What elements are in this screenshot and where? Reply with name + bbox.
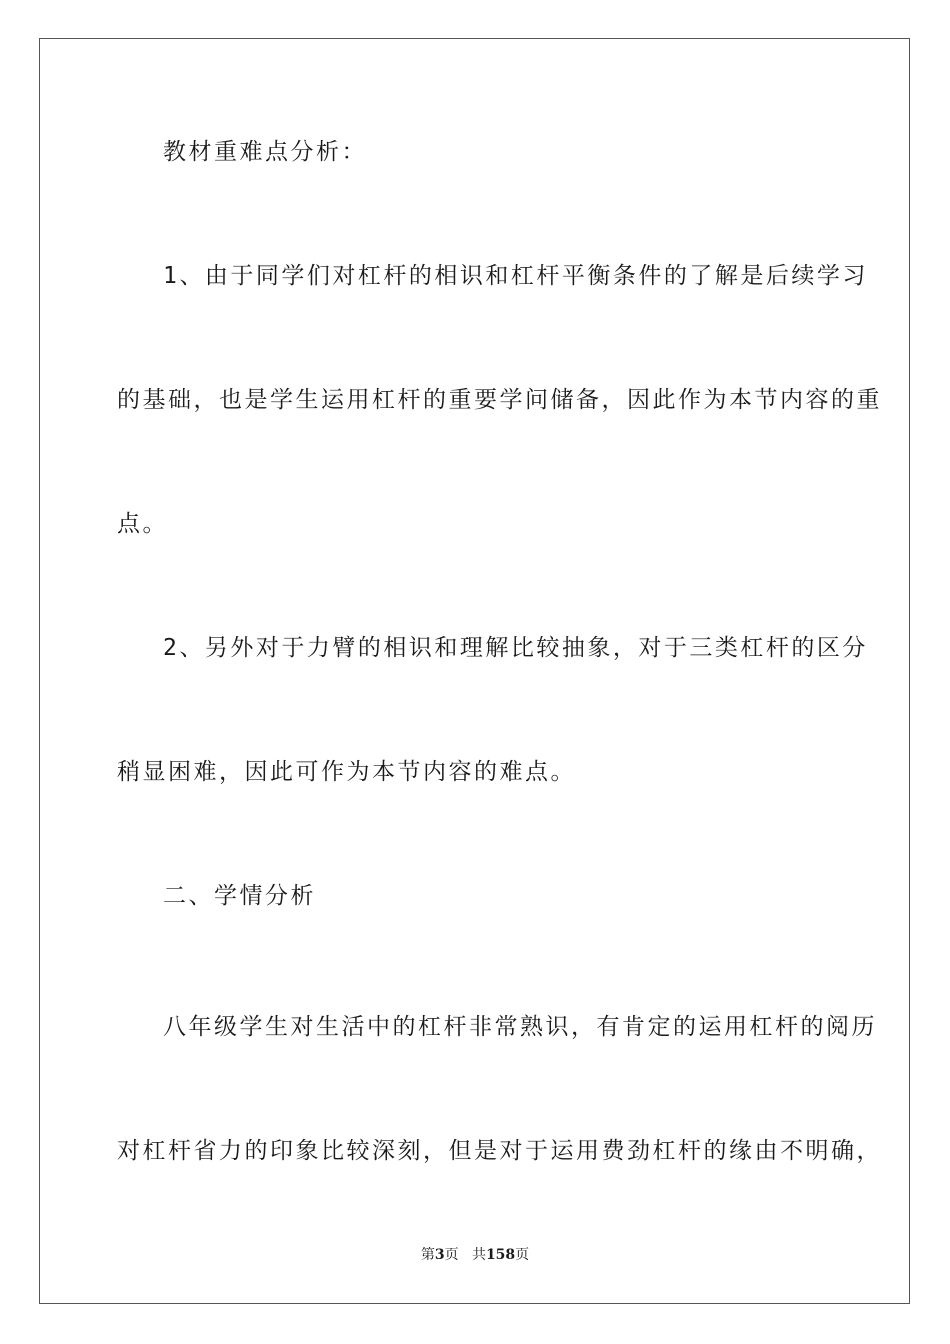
footer-page-number: 3 bbox=[434, 1247, 445, 1263]
paragraph-1-line-2: 的基础，也是学生运用杠杆的重要学问储备，因此作为本节内容的重 bbox=[117, 387, 882, 413]
paragraph-2-line-2: 稍显困难，因此可作为本节内容的难点。 bbox=[117, 759, 576, 785]
paragraph-3-line-2: 对杠杆省力的印象比较深刻，但是对于运用费劲杠杆的缘由不明确， bbox=[117, 1138, 882, 1164]
footer-page-suffix: 页 bbox=[444, 1247, 459, 1263]
paragraph-1-line-1: 1、由于同学们对杠杆的相识和杠杆平衡条件的了解是后续学习 bbox=[163, 263, 868, 289]
paragraph-2-line-1: 2、另外对于力臂的相识和理解比较抽象，对于三类杠杆的区分 bbox=[163, 635, 868, 661]
page-footer bbox=[0, 1246, 950, 1264]
paragraph-3-line-1: 八年级学生对生活中的杠杆非常熟识，有肯定的运用杠杆的阅历 bbox=[163, 1014, 877, 1040]
section-heading-student-analysis: 二、学情分析 bbox=[163, 883, 316, 909]
footer-total-prefix: 共 bbox=[471, 1247, 486, 1263]
footer-total-pages: 158 bbox=[485, 1247, 516, 1263]
paragraph-1-line-3: 点。 bbox=[117, 511, 168, 537]
footer-total-suffix: 页 bbox=[515, 1247, 530, 1263]
heading-textbook-analysis: 教材重难点分析： bbox=[163, 139, 367, 165]
page-border bbox=[39, 38, 910, 1304]
footer-page-prefix: 第 bbox=[420, 1247, 435, 1263]
